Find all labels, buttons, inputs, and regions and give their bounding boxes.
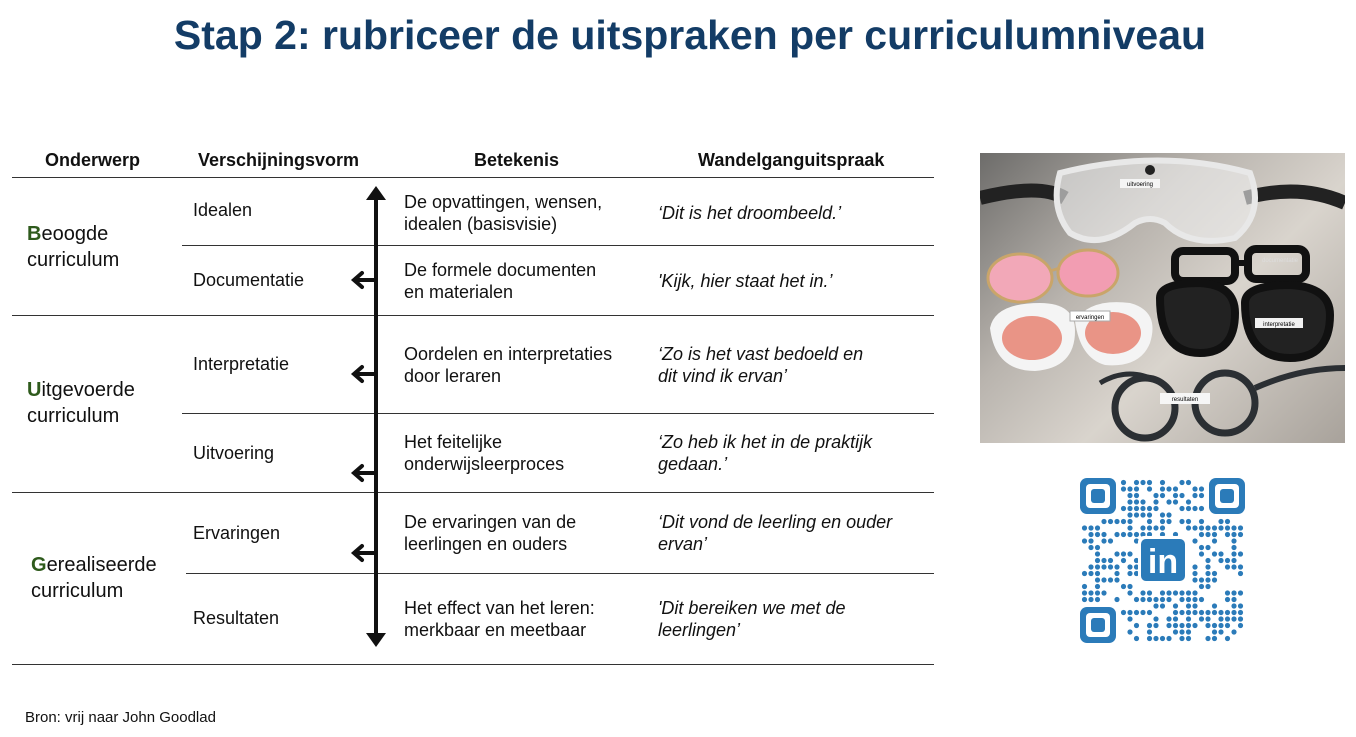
svg-text:resultaten: resultaten [1171,397,1199,403]
vorm-interpretatie: Interpretatie [193,354,290,374]
svg-text:ervaringen: ervaringen [1075,315,1105,321]
uitspraak-documentatie: 'Kijk, hier staat het in.’ [658,271,833,291]
header-betekenis: Betekenis [474,150,560,170]
vorm-idealen: Idealen [193,200,253,220]
header-onderwerp: Onderwerp [45,150,141,170]
arrow-left-icon [350,463,376,483]
vorm-resultaten: Resultaten [193,608,280,628]
topic-beoogd: Beoogde curriculum [27,223,120,271]
betekenis-uitvoering: Het feitelijke onderwijsleerproces [404,432,565,474]
topic-uitgevoerd: Uitgevoerde curriculum [27,379,135,427]
uitspraak-interpretatie: ‘Zo is het vast bedoeld en dit vind ik ervan’ [658,344,864,386]
betekenis-resultaten: Het effect van het leren: merkbaar en meetbaar [404,598,595,640]
arrow-down-icon [366,633,386,647]
header-verschijningsvorm: Verschijningsvorm [198,150,360,170]
vorm-uitvoering: Uitvoering [193,443,275,463]
betekenis-idealen: De opvattingen, wensen, idealen (basisvisie) [404,192,603,234]
glasses-photo [980,153,1345,443]
group-divider [12,315,934,316]
vertical-axis [374,192,378,642]
arrow-left-icon [350,364,376,384]
uitspraak-uitvoering: ‘Zo heb ik het in de praktijk gedaan.’ [658,432,873,474]
vorm-ervaringen: Ervaringen [193,523,281,543]
row-divider [182,245,934,246]
arrow-left-icon [350,543,376,563]
betekenis-documentatie: De formele documenten en materialen [404,260,597,302]
uitspraak-idealen: ‘Dit is het droombeeld.’ [658,203,842,223]
svg-text:uitvoering: uitvoering [1126,182,1154,188]
svg-text:documentatie: documentatie [1261,258,1299,264]
arrow-up-icon [366,186,386,200]
glasses-illustration [980,153,1345,443]
topic-gerealiseerd: Gerealiseerde curriculum [31,554,157,602]
svg-text:in: in [1147,543,1179,581]
table-bottom-rule [12,664,934,665]
linkedin-qr-code[interactable] [1080,478,1245,643]
vorm-documentatie: Documentatie [193,270,305,290]
arrow-left-icon [350,270,376,290]
group-divider [12,492,934,493]
slide-title: Stap 2: rubriceer de uitspraken per curriculumniveau [173,12,1207,58]
row-divider [182,413,934,414]
table-top-rule [12,177,934,178]
source-note: Bron: vrij naar John Goodlad [25,709,216,726]
betekenis-ervaringen: De ervaringen van de leerlingen en ouders [404,512,577,554]
header-wandelganguitspraak: Wandelganguitspraak [698,150,885,170]
row-divider [186,573,934,574]
uitspraak-ervaringen: ‘Dit vond de leerling en ouder ervan’ [658,512,893,554]
betekenis-interpretatie: Oordelen en interpretaties door leraren [404,344,613,386]
uitspraak-resultaten: 'Dit bereiken we met de leerlingen’ [658,598,846,640]
svg-text:interpretatie: interpretatie [1263,322,1295,328]
